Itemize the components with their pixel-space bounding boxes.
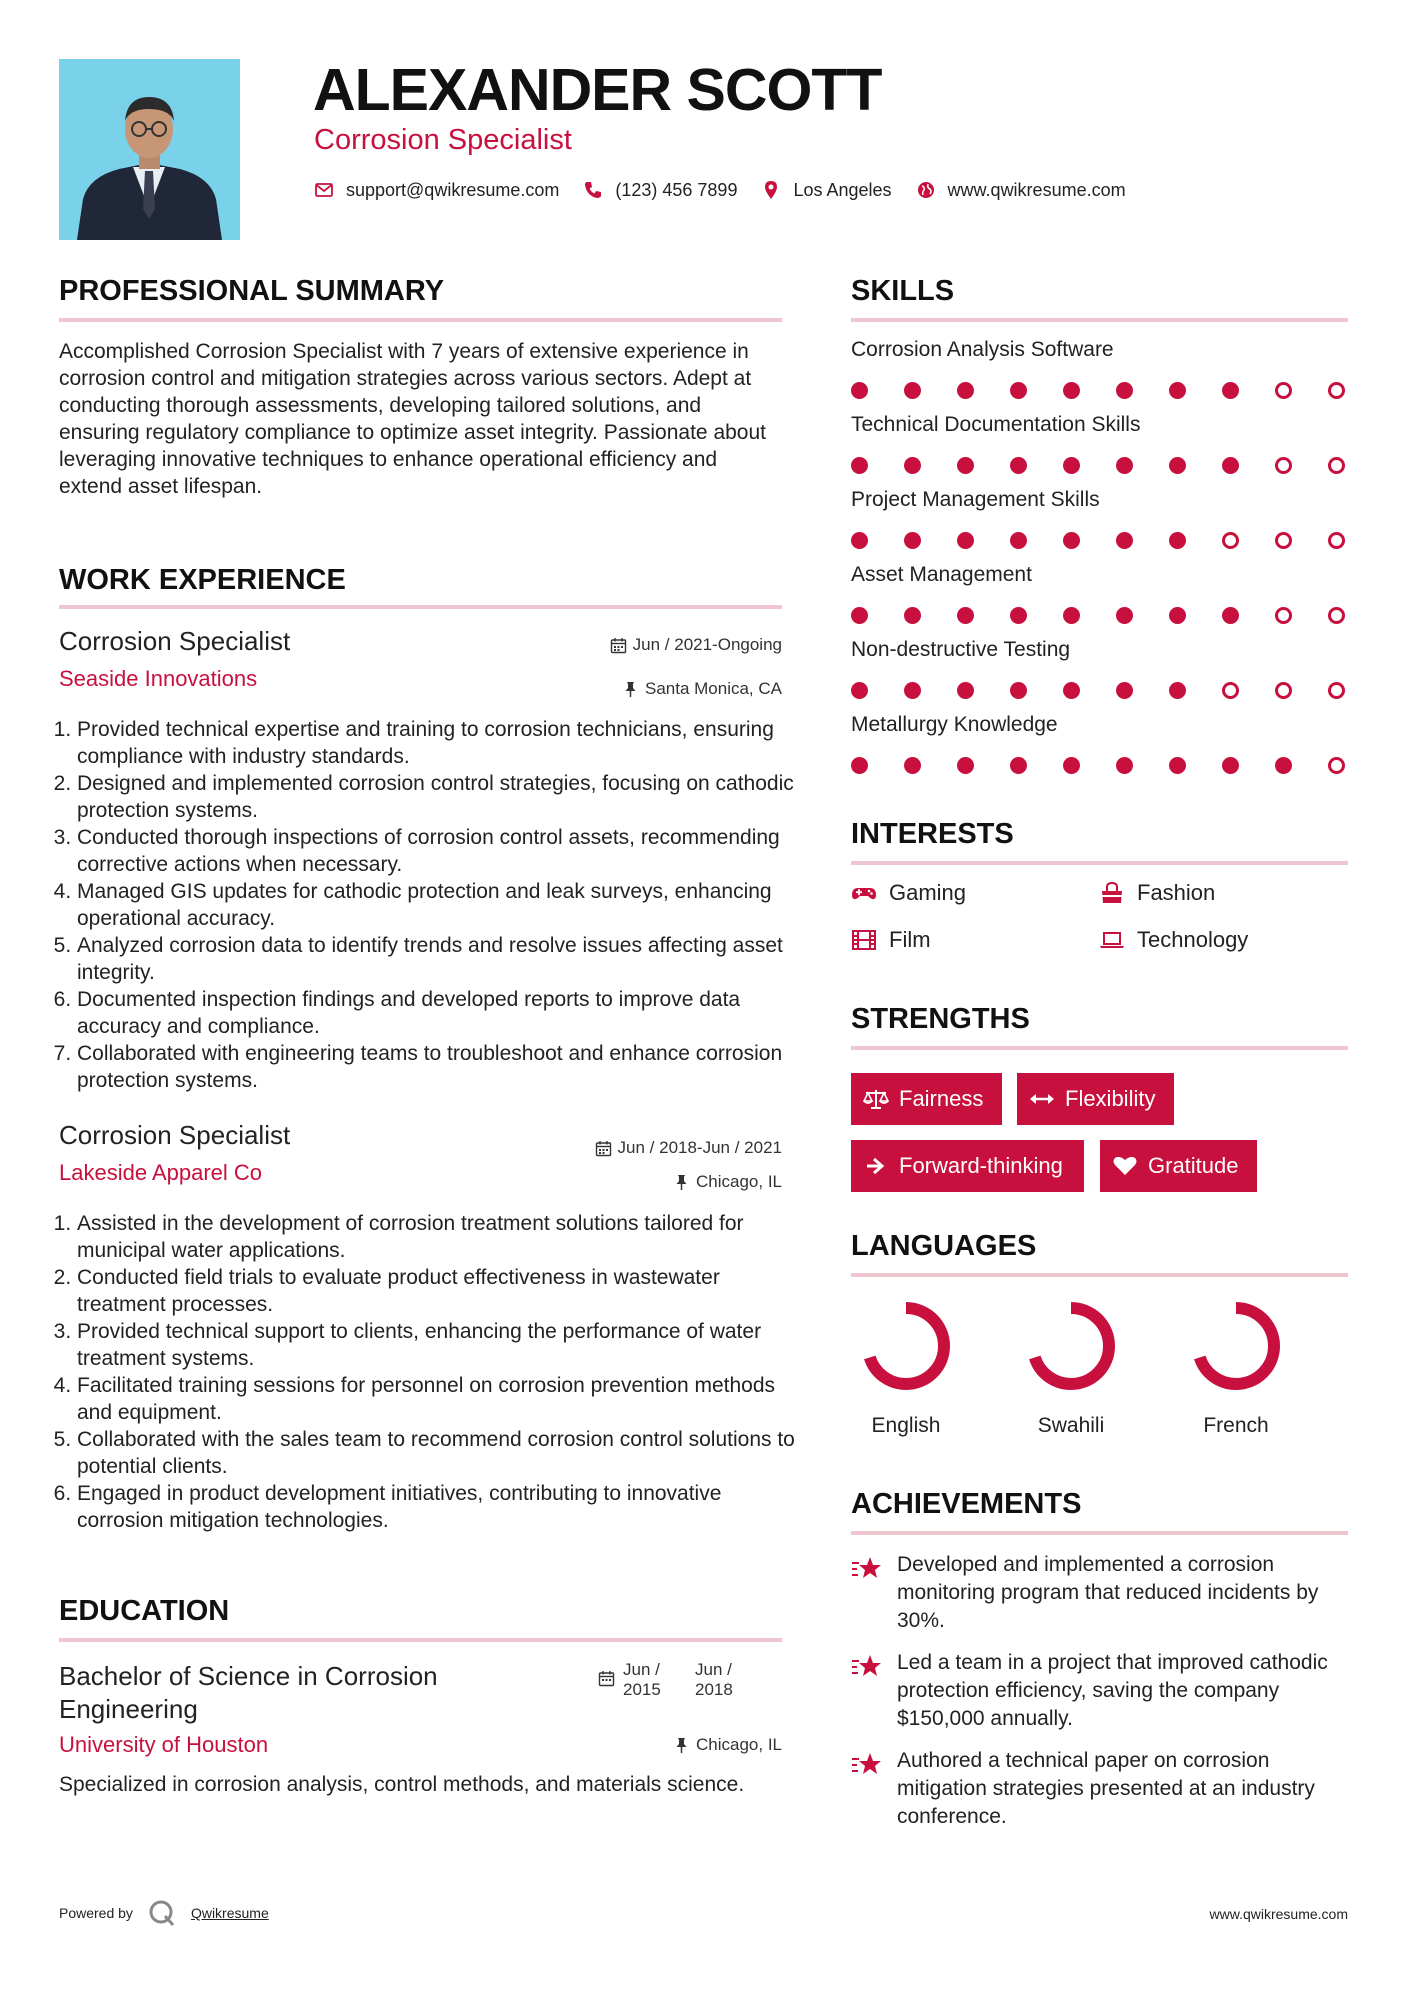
list-item: 2. Conducted field trials to evaluate product effectiveness in wastewater treatment processes.	[77, 1264, 812, 1318]
laptop-icon	[1099, 929, 1125, 951]
skill-dot-empty	[1328, 757, 1345, 774]
language-name: Swahili	[1037, 1414, 1105, 1437]
interests-heading: INTERESTS	[851, 818, 1014, 850]
language-name: English	[871, 1414, 941, 1437]
languages-heading: LANGUAGES	[851, 1230, 1037, 1262]
list-item: 5. Analyzed corrosion data to identify trends and resolve issues affecting asset integrity.	[77, 932, 812, 986]
globe-icon	[916, 180, 936, 200]
star-icon	[851, 1555, 883, 1583]
star-icon	[851, 1751, 883, 1779]
skill-name: Asset Management	[851, 563, 1032, 586]
contact-row	[314, 177, 1138, 203]
strength-badge	[851, 1140, 1084, 1192]
footer-brand	[59, 1898, 269, 1928]
education-start-year: 2015	[623, 1680, 661, 1699]
achievement-item	[851, 1747, 1348, 1831]
skill-dot-filled	[1010, 382, 1027, 399]
skills-heading: SKILLS	[851, 275, 955, 307]
job-dates	[610, 635, 782, 655]
achievement-text: Led a team in a project that improved cathodic protection efficiency, saving the company $150,000 annually.	[897, 1651, 1328, 1730]
skill-dot-filled	[957, 382, 974, 399]
skill-dot-filled	[851, 457, 868, 474]
achievements-divider	[851, 1531, 1348, 1535]
language-ring	[1021, 1296, 1121, 1396]
skill-dot-filled	[1169, 607, 1186, 624]
footer-url[interactable]: www.qwikresume.com	[1209, 1906, 1348, 1922]
list-item: 7. Collaborated with engineering teams to troubleshoot and enhance corrosion protection systems.	[77, 1040, 812, 1094]
language-level-arc	[1033, 1308, 1109, 1384]
skill-dot-filled	[1063, 457, 1080, 474]
education-end-year: 2018	[695, 1680, 733, 1699]
skill-dot-empty	[1275, 457, 1292, 474]
skill-dot-filled	[957, 457, 974, 474]
interest-label: Film	[889, 927, 931, 952]
list-item: 3. Provided technical support to clients, enhancing the performance of water treatment systems.	[77, 1318, 812, 1372]
skill-dot-empty	[1328, 607, 1345, 624]
achievement-text: Developed and implemented a corrosion monitoring program that reduced incidents by 30%.	[897, 1553, 1319, 1632]
language-ring	[1186, 1296, 1286, 1396]
job-dates	[595, 1138, 782, 1158]
job-dates-text: Jun / 2021-Ongoing	[632, 635, 782, 654]
skill-dot-filled	[1169, 532, 1186, 549]
gamepad-icon	[851, 882, 877, 904]
skill-dot-filled	[1116, 532, 1133, 549]
calendar-icon	[595, 1140, 612, 1157]
skill-dot-empty	[1275, 382, 1292, 399]
skill-dot-filled	[1116, 757, 1133, 774]
skill-dot-empty	[1328, 682, 1345, 699]
skill-dot-empty	[1275, 532, 1292, 549]
film-icon	[851, 929, 877, 951]
skill-dot-filled	[1116, 682, 1133, 699]
skill-dot-filled	[1169, 382, 1186, 399]
contact-email[interactable]: support@qwikresume.com	[346, 179, 560, 200]
list-item: 5. Collaborated with the sales team to recommend corrosion control solutions to potential clients.	[77, 1426, 812, 1480]
skill-dot-filled	[1222, 757, 1239, 774]
interest-label: Gaming	[889, 880, 967, 905]
skill-dot-filled	[851, 607, 868, 624]
contact-phone[interactable]: (123) 456 7899	[615, 179, 738, 200]
strength-label: Gratitude	[1148, 1153, 1239, 1178]
skill-dot-filled	[1063, 382, 1080, 399]
achievements-heading: ACHIEVEMENTS	[851, 1488, 1082, 1520]
brand-link[interactable]: Qwikresume	[190, 1905, 269, 1921]
skill-dot-filled	[904, 532, 921, 549]
list-item: 1. Provided technical expertise and training to corrosion technicians, ensuring compliance with industry standards.	[77, 716, 812, 770]
strength-label: Forward-thinking	[899, 1153, 1063, 1178]
education-start-month: Jun /	[623, 1660, 660, 1679]
skill-dot-filled	[851, 382, 868, 399]
skill-dot-empty	[1222, 682, 1239, 699]
skill-dot-filled	[957, 532, 974, 549]
interest-item	[851, 927, 931, 953]
skill-dot-filled	[1169, 682, 1186, 699]
skill-dot-filled	[851, 532, 868, 549]
interest-item	[1099, 927, 1248, 953]
skill-name: Non-destructive Testing	[851, 638, 1071, 661]
skill-dot-filled	[1063, 532, 1080, 549]
pushpin-icon	[622, 681, 639, 698]
interest-label: Fashion	[1137, 880, 1216, 905]
language-name: French	[1203, 1414, 1269, 1437]
education-description: Specialized in corrosion analysis, control methods, and materials science.	[59, 1773, 745, 1796]
skill-dot-filled	[1063, 607, 1080, 624]
star-icon	[851, 1653, 883, 1681]
skill-dot-filled	[1169, 757, 1186, 774]
skill-dot-filled	[1222, 457, 1239, 474]
skill-dot-empty	[1328, 457, 1345, 474]
achievements-list	[851, 1551, 1348, 1831]
skill-dot-filled	[904, 607, 921, 624]
balance-scale-icon	[863, 1088, 889, 1110]
skill-dot-filled	[904, 382, 921, 399]
skill-dot-filled	[1010, 757, 1027, 774]
job-location-text: Santa Monica, CA	[644, 679, 782, 698]
list-item: 4. Facilitated training sessions for personnel on corrosion prevention methods and equipment.	[77, 1372, 812, 1426]
skill-dot-filled	[1010, 682, 1027, 699]
calendar-icon	[598, 1670, 615, 1687]
skill-dot-filled	[1275, 757, 1292, 774]
education-end	[691, 1660, 755, 1700]
skill-name: Technical Documentation Skills	[851, 413, 1141, 436]
arrow-right-icon	[863, 1155, 889, 1177]
skill-dot-filled	[1010, 532, 1027, 549]
skill-dot-filled	[1010, 457, 1027, 474]
summary-divider	[59, 318, 782, 322]
language-level-arc	[1198, 1308, 1274, 1384]
strength-label: Flexibility	[1065, 1086, 1156, 1111]
skill-dot-filled	[1222, 607, 1239, 624]
strength-label: Fairness	[899, 1086, 984, 1111]
education-heading: EDUCATION	[59, 1595, 230, 1627]
interest-item	[851, 880, 966, 906]
skill-dot-filled	[1116, 382, 1133, 399]
interests-divider	[851, 861, 1348, 865]
arrows-horizontal-icon	[1029, 1088, 1055, 1110]
skill-dot-filled	[1010, 607, 1027, 624]
job-company: Lakeside Apparel Co	[59, 1160, 263, 1185]
list-item: 1. Assisted in the development of corrosion treatment solutions tailored for municipal water applications.	[77, 1210, 812, 1264]
languages-list	[851, 1296, 1348, 1446]
candidate-title: Corrosion Specialist	[314, 124, 572, 156]
list-item: 2. Designed and implemented corrosion control strategies, focusing on cathodic protection systems.	[77, 770, 812, 824]
education-location	[673, 1735, 782, 1755]
summary-heading: PROFESSIONAL SUMMARY	[59, 275, 445, 307]
work-divider	[59, 605, 782, 609]
skill-name: Project Management Skills	[851, 488, 1100, 511]
education-start	[623, 1660, 683, 1700]
language-level-arc	[868, 1308, 944, 1384]
profile-photo	[59, 59, 240, 240]
skill-dot-filled	[851, 757, 868, 774]
strength-badge	[1100, 1140, 1257, 1192]
phone-icon	[583, 180, 603, 200]
education-dates	[598, 1660, 755, 1700]
achievement-item	[851, 1551, 1348, 1635]
skills-list	[851, 338, 1348, 788]
summary-text: Accomplished Corrosion Specialist with 7 years of extensive experience in corrosion control and mitigation strategies across various sectors. Adept at conducting thorough assessments, developing tailored solutions, and ensuring regulatory compliance to optimize asset integrity. Passionate about leveraging innovative techniques to enhance operational efficiency and extend asset lifespan.	[59, 340, 766, 498]
contact-location: Los Angeles	[793, 179, 892, 200]
skill-dot-filled	[1116, 607, 1133, 624]
strength-badge	[1017, 1073, 1174, 1125]
job-location-text: Chicago, IL	[696, 1172, 782, 1191]
skill-dot-filled	[1222, 382, 1239, 399]
language-ring	[856, 1296, 956, 1396]
list-item: 6. Engaged in product development initiatives, contributing to innovative corrosion mitigation technologies.	[77, 1480, 812, 1534]
skill-name: Corrosion Analysis Software	[851, 338, 1114, 361]
job-location	[622, 679, 782, 699]
work-heading: WORK EXPERIENCE	[59, 564, 346, 596]
skill-dot-filled	[904, 682, 921, 699]
skill-dot-filled	[851, 682, 868, 699]
contact-website[interactable]: www.qwikresume.com	[947, 179, 1126, 200]
job-location	[673, 1172, 782, 1192]
list-item: 4. Managed GIS updates for cathodic protection and leak surveys, enhancing operational accuracy.	[77, 878, 812, 932]
candidate-name: ALEXANDER SCOTT	[313, 57, 882, 123]
skills-divider	[851, 318, 1348, 322]
list-item: 3. Conducted thorough inspections of corrosion control assets, recommending corrective actions when necessary.	[77, 824, 812, 878]
strength-badge	[851, 1073, 1002, 1125]
strengths-heading: STRENGTHS	[851, 1003, 1030, 1035]
job-title: Corrosion Specialist	[59, 626, 291, 656]
interest-item	[1099, 880, 1215, 906]
achievement-text: Authored a technical paper on corrosion mitigation strategies presented at an industry conference.	[897, 1749, 1315, 1828]
job-title: Corrosion Specialist	[59, 1120, 291, 1150]
skill-dot-empty	[1275, 682, 1292, 699]
skill-dot-filled	[1116, 457, 1133, 474]
shopping-bag-icon	[1099, 882, 1125, 904]
education-end-month: Jun /	[695, 1660, 732, 1679]
languages-divider	[851, 1273, 1348, 1277]
qwikresume-logo-icon	[147, 1898, 177, 1928]
degree-title: Bachelor of Science in Corrosion Engineering	[59, 1661, 438, 1724]
education-location-text: Chicago, IL	[696, 1735, 782, 1754]
skill-dot-filled	[957, 757, 974, 774]
skill-dot-empty	[1328, 532, 1345, 549]
strengths-divider	[851, 1046, 1348, 1050]
skill-dot-filled	[1063, 757, 1080, 774]
job-dates-text: Jun / 2018-Jun / 2021	[617, 1138, 782, 1157]
job-company: Seaside Innovations	[59, 666, 258, 691]
envelope-icon	[314, 180, 334, 200]
list-item: 6. Documented inspection findings and developed reports to improve data accuracy and compliance.	[77, 986, 812, 1040]
powered-by-text: Powered by	[59, 1905, 133, 1921]
school-name: University of Houston	[59, 1732, 269, 1757]
skill-dot-empty	[1328, 382, 1345, 399]
skill-name: Metallurgy Knowledge	[851, 713, 1058, 736]
map-pin-icon	[761, 180, 781, 200]
skill-dot-filled	[1063, 682, 1080, 699]
education-divider	[59, 1638, 782, 1642]
skill-dot-filled	[1169, 457, 1186, 474]
skill-dot-empty	[1275, 607, 1292, 624]
job-bullets	[59, 1210, 812, 1534]
skill-dot-filled	[957, 607, 974, 624]
job-bullets	[59, 716, 812, 1094]
skill-dot-filled	[904, 457, 921, 474]
pushpin-icon	[673, 1737, 690, 1754]
skill-dot-filled	[904, 757, 921, 774]
skill-dot-empty	[1222, 532, 1239, 549]
heart-icon	[1112, 1155, 1138, 1177]
skill-dot-filled	[957, 682, 974, 699]
calendar-icon	[610, 637, 627, 654]
interest-label: Technology	[1137, 927, 1249, 952]
achievement-item	[851, 1649, 1348, 1733]
pushpin-icon	[673, 1174, 690, 1191]
